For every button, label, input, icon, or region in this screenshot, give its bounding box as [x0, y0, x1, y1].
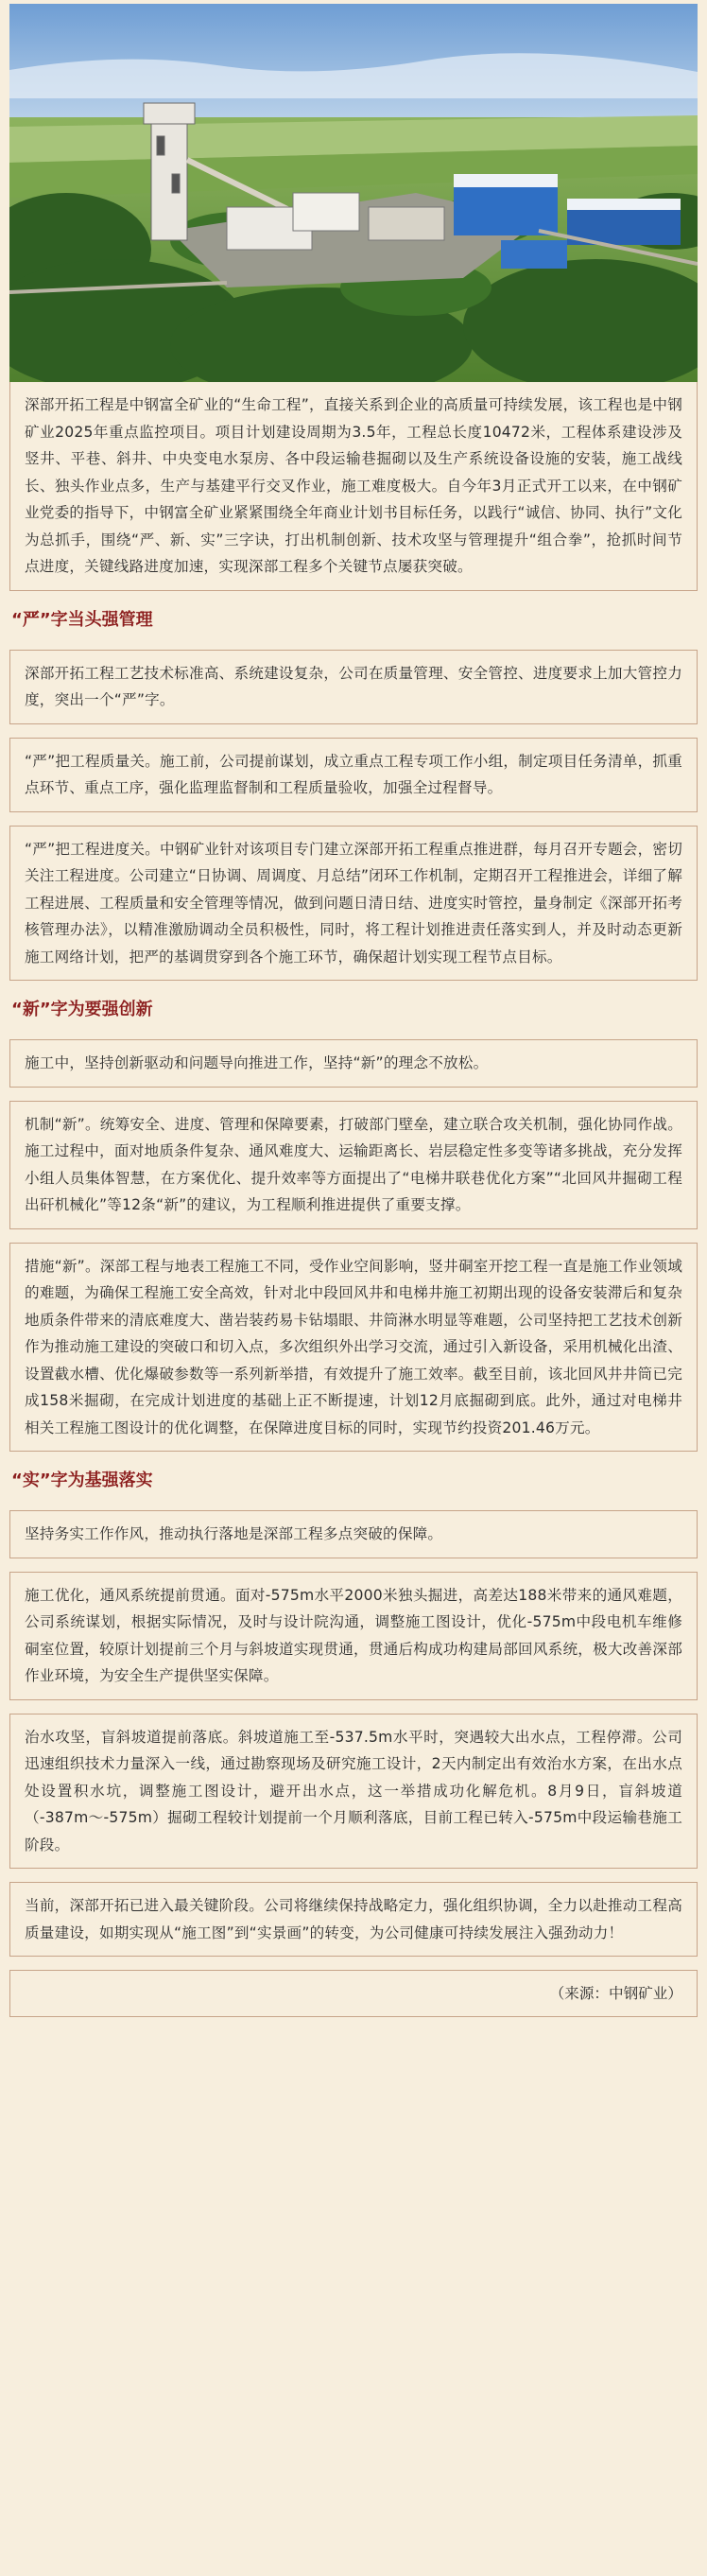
- paragraph: 深部开拓工程工艺技术标准高、系统建设复杂，公司在质量管理、安全管控、进度要求上加大管控力度，突出一个“严”字。: [9, 650, 698, 724]
- source-credit: （来源：中钢矿业）: [9, 1970, 698, 2017]
- section-heading-shi: “实”字为基强落实: [11, 1471, 153, 1490]
- article-body: [9, 382, 698, 2017]
- paragraph: 措施“新”。深部工程与地表工程施工不同，受作业空间影响，竖井硐室开挖工程一直是施工作业领域的难题，为确保工程施工安全高效，针对北中段回风井和电梯井施工初期出现的设备安装滞后和复杂地质条件带来的清底难度大、凿岩装药易卡钻塌眼、井筒淋水明显等难题，公司坚持把工艺技术创新作为推动施工建设的突破口和切入点，多次组织外出学习交流，通过引入新设备，采用机械化出渣、设置截水槽、优化爆破参数等一系列新举措，有效提升了施工效率。截至目前，该北回风井井筒已完成158米掘砌，在完成计划进度的基础上正不断提速，计划12月底掘砌到底。此外，通过对电梯井相关工程施工图设计的优化调整，在保障进度目标的同时，实现节约投资201.46万元。: [9, 1243, 698, 1453]
- paragraph: 施工优化，通风系统提前贯通。面对-575m水平2000米独头掘进，高差达188米带来的通风难题，公司系统谋划，根据实际情况，及时与设计院沟通，调整施工图设计，优化-575m中段电机车维修硐室位置，较原计划提前三个月与斜坡道实现贯通，贯通后构成功构建局部回风系统，极大改善深部作业环境，为安全生产提供坚实保障。: [9, 1572, 698, 1700]
- hero-photo: [9, 4, 698, 382]
- paragraph: “严”把工程质量关。施工前，公司提前谋划，成立重点工程专项工作小组，制定项目任务清单，抓重点环节、重点工序，强化监理监督制和工程质量验收，加强全过程督导。: [9, 738, 698, 812]
- paragraph: 治水攻坚，盲斜坡道提前落底。斜坡道施工至-537.5m水平时，突遇较大出水点，工程停滞。公司迅速组织技术力量深入一线，通过勘察现场及研究施工设计，2天内制定出有效治水方案，在出水点处设置积水坑，调整施工图设计，避开出水点，这一举措成功化解危机。8月9日，盲斜坡道（-387m～-575m）掘砌工程较计划提前一个月顺利落底，目前工程已转入-575m中段运输巷施工阶段。: [9, 1714, 698, 1870]
- paragraph: 坚持务实工作作风，推动执行落地是深部工程多点突破的保障。: [9, 1510, 698, 1558]
- paragraph: 施工中，坚持创新驱动和问题导向推进工作，坚持“新”的理念不放松。: [9, 1039, 698, 1088]
- section-heading-xin: “新”字为要强创新: [11, 1000, 153, 1019]
- intro-paragraph: 深部开拓工程是中钢富全矿业的“生命工程”，直接关系到企业的高质量可持续发展，该工程也是中钢矿业2025年重点监控项目。项目计划建设周期为3.5年，工程总长度10472米，工程体系建设涉及竖井、平巷、斜井、中央变电水泵房、各中段运输巷掘砌以及生产系统设备设施的安装，施工战线长、独头作业点多，生产与基建平行交叉作业，施工难度极大。自今年3月正式开工以来，在中钢矿业党委的指导下，中钢富全矿业紧紧围绕全年商业计划书目标任务，以践行“诚信、协同、执行”文化为总抓手，围绕“严、新、实”三字诀，打出机制创新、技术攻坚与管理提升“组合拳”，抢抓时间节点进度，关键线路进度加速，实现深部工程多个关键节点屡获突破。: [9, 382, 698, 591]
- section-heading-yan: “严”字当头强管理: [11, 609, 153, 630]
- mine-aerial-illustration: [9, 4, 698, 382]
- paragraph: 机制“新”。统筹安全、进度、管理和保障要素，打破部门壁垒，建立联合攻关机制，强化协同作战。施工过程中，面对地质条件复杂、通风难度大、运输距离长、岩层稳定性多变等诸多挑战，充分发挥小组人员集体智慧，在方案优化、提升效率等方面提出了“电梯井联巷优化方案”“北回风井掘砌工程出矸机械化”等12条“新”的建议，为工程顺利推进提供了重要支撑。: [9, 1101, 698, 1229]
- paragraph: “严”把工程进度关。中钢矿业针对该项目专门建立深部开拓工程重点推进群，每月召开专题会，密切关注工程进度。公司建立“日协调、周调度、月总结”闭环工作机制，定期召开工程推进会，详细了解工程进展、工程质量和安全管理等情况，做到问题日清日结、进度实时管控，量身制定《深部开拓考核管理办法》，以精准激励调动全员积极性，同时，将工程计划推进责任落实到人，并及时动态更新施工网络计划，把严的基调贯穿到各个施工环节，确保超计划实现工程节点目标。: [9, 826, 698, 982]
- paragraph: 当前，深部开拓已进入最关键阶段。公司将继续保持战略定力，强化组织协调，全力以赴推动工程高质量建设，如期实现从“施工图”到“实景画”的转变，为公司健康可持续发展注入强劲动力！: [9, 1882, 698, 1957]
